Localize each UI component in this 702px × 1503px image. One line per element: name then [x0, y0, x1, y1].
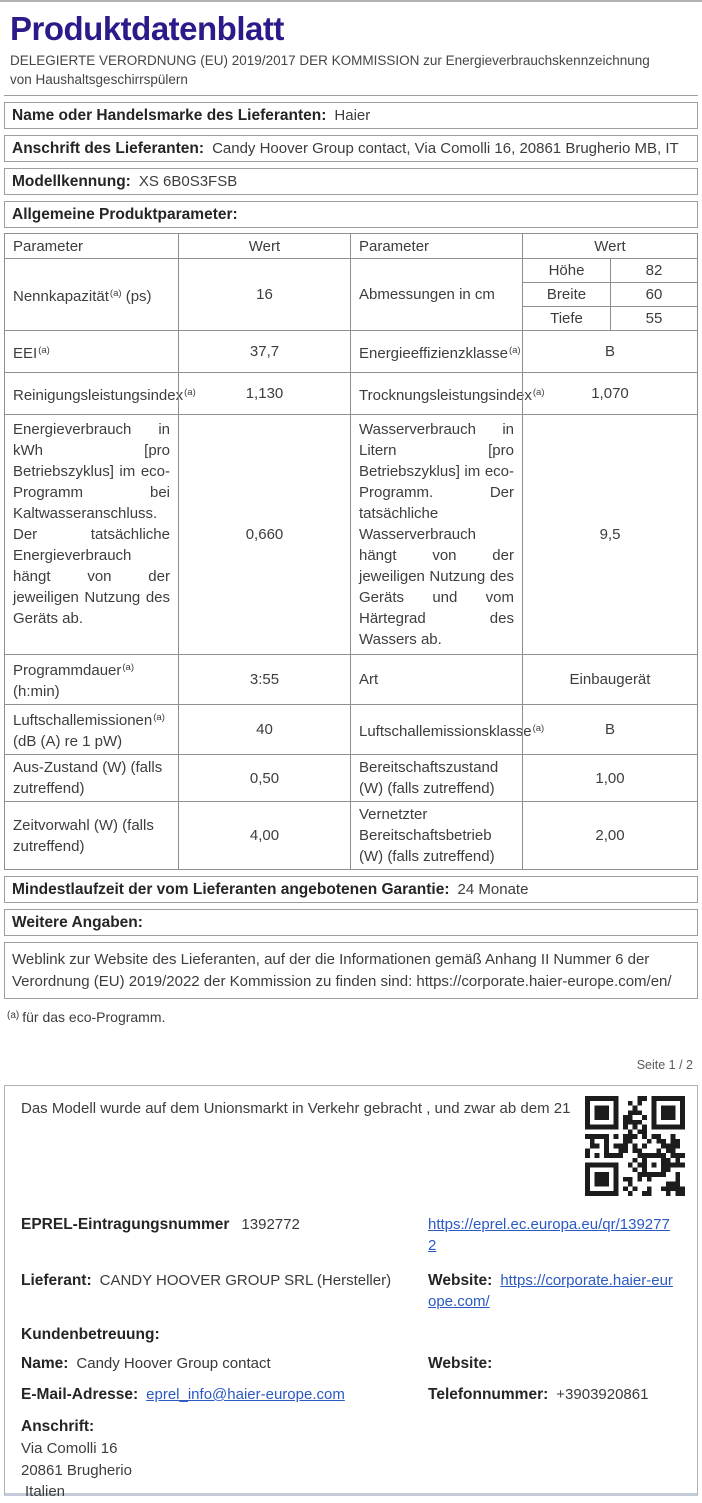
field-value: +3903920861: [556, 1386, 649, 1403]
field-label: Lieferant:: [21, 1272, 92, 1289]
footnote-marker: (a): [7, 1010, 20, 1021]
param-label: Zeitvorwahl (W) (falls zutreffend): [13, 816, 154, 855]
warranty-row: [4, 876, 698, 903]
field-label: Anschrift des Lieferanten:: [12, 139, 205, 157]
footnote-ref: (a): [38, 344, 50, 356]
email-row: [21, 1384, 345, 1405]
additional-info-heading-row: [4, 909, 698, 936]
model-id-row: [4, 168, 698, 195]
table-header-row: [5, 234, 697, 258]
value-text: B: [604, 343, 615, 360]
param-label: Vernetzter Bereitschaftsbetrieb (W) (falls zutreffend): [359, 806, 495, 865]
field-value: 1392772: [241, 1216, 300, 1233]
section-title: Kundenbetreuung:: [21, 1326, 160, 1343]
value-cell: [522, 755, 697, 801]
param-label: Aus-Zustand (W) (falls zutreffend): [13, 759, 163, 797]
value-cell: [178, 755, 350, 801]
dimension-row: [523, 306, 697, 330]
field-value: Candy Hoover Group contact: [76, 1355, 271, 1372]
param-cell: [350, 755, 522, 801]
footnote-ref: (a): [532, 722, 545, 734]
field-value: Candy Hoover Group contact, Via Comolli 16, 20861 Brugherio MB, IT: [212, 140, 679, 157]
eprel-qr-link[interactable]: https://eprel.ec.europa.eu/qr/1392772: [428, 1216, 670, 1254]
dimension-label: Höhe: [548, 262, 585, 279]
address-line: Italien: [25, 1483, 66, 1500]
param-cell: [5, 331, 178, 372]
value-text: 9,5: [599, 526, 621, 543]
field-value: XS 6B0S3FSB: [138, 173, 238, 190]
regulation-subtitle: DELEGIERTE VERORDNUNG (EU) 2019/2017 DER KOMMISSION zur Energieverbrauchskennzeichnung von Haushaltsgeschirrspülern: [10, 53, 650, 87]
value-text: 0,660: [245, 526, 284, 543]
value-text: 0,50: [249, 769, 280, 787]
footnote-ref: (a): [122, 662, 135, 673]
table-row: [5, 372, 697, 414]
value-text: 4,00: [249, 827, 280, 844]
general-parameters-heading-row: [4, 201, 698, 228]
supplier-website-cell: [428, 1270, 673, 1312]
footnote-ref: (a): [508, 344, 521, 356]
section-title: Allgemeine Produktparameter:: [12, 205, 238, 223]
value-text: 1,070: [591, 385, 629, 402]
param-cell: [350, 655, 522, 704]
param-cell: [5, 259, 178, 330]
field-label: Website:: [428, 1272, 493, 1289]
param-cell: [350, 259, 522, 330]
phone-row: [428, 1384, 673, 1405]
field-label: Modellkennung:: [12, 172, 131, 190]
address-line: 20861 Brugherio: [21, 1461, 132, 1479]
product-table: [4, 233, 698, 870]
dimension-row: [523, 282, 697, 306]
param-cell: [5, 755, 178, 801]
table-row: [5, 754, 697, 801]
field-value: 24 Monate: [457, 881, 529, 898]
email-link[interactable]: eprel_info@haier-europe.com: [146, 1386, 345, 1403]
dimension-value: 60: [610, 283, 697, 306]
table-row: [5, 414, 697, 654]
weblink-url: https://corporate.haier-europe.com/en/: [416, 972, 672, 990]
address-block: [21, 1438, 132, 1503]
value-text: 3:55: [249, 671, 280, 688]
value-cell: [522, 655, 697, 704]
eprel-number-row: [21, 1214, 300, 1235]
value-text: 16: [256, 286, 273, 303]
table-row: [5, 258, 697, 330]
value-text: 2,00: [595, 827, 625, 844]
table-row: [5, 330, 697, 372]
supplier-row: [21, 1270, 391, 1291]
footnote: [7, 1009, 698, 1025]
value-cell: [522, 705, 697, 754]
field-label: Telefonnummer:: [428, 1386, 549, 1403]
param-cell: [350, 705, 545, 754]
value-cell: [178, 373, 350, 414]
address-heading: [21, 1416, 102, 1437]
dimension-label: Breite: [546, 286, 587, 303]
param-label: Abmessungen in cm: [359, 286, 495, 303]
address-line: Via Comolli 16: [21, 1440, 118, 1457]
field-label: Website:: [428, 1355, 493, 1372]
supplier-website-link[interactable]: https://corporate.haier-europe.com/: [428, 1272, 673, 1310]
param-label: Luftschallemissionsklasse$^{(a)}$: [359, 722, 545, 740]
param-cell: [5, 373, 196, 414]
value-cell: [178, 802, 350, 869]
market-placement-text: Das Modell wurde auf dem Unionsmarkt in Verkehr gebracht , und zwar ab dem 21: [21, 1100, 571, 1117]
value-text: Einbaugerät: [569, 671, 651, 688]
value-cell: [178, 655, 350, 704]
field-label: Mindestlaufzeit der vom Lieferanten angebotenen Garantie:: [12, 880, 450, 898]
param-cell: [350, 373, 545, 414]
param-label: Wasserverbrauch in Litern [pro Betriebszyklus] im eco-Programm. Der tatsächliche Wasserverbrauch hängt von der jeweiligen Nutzung des Geräts und vom Härtegrad des Wassers ab.: [359, 421, 514, 648]
column-header: Parameter: [350, 234, 522, 259]
param-cell: [350, 802, 522, 869]
contact-website-cell: [428, 1353, 673, 1374]
param-label: Luftschallemissionen$^{(a)}$ (dB (A) re 1 pW): [13, 712, 165, 750]
param-cell: [5, 802, 178, 869]
weblink-text: Weblink zur Website des Lieferanten, auf der die Informationen gemäß Anhang II Nummer 6 der Verordnung (EU) 2019/2022 der Kommission zu finden sind:: [12, 951, 650, 990]
param-cell: [350, 415, 522, 654]
field-label: Name:: [21, 1355, 69, 1372]
value-text: 1,130: [245, 385, 284, 402]
param-label: Programmdauer$^{(a)}$ (h:min): [13, 662, 135, 700]
page-1: [4, 2, 698, 1025]
value-cell: [522, 415, 697, 654]
value-text: 37,7: [249, 343, 280, 360]
param-label: Reinigungsleistungsindex$^{(a)}$: [13, 386, 196, 404]
page-2-panel: [4, 1085, 698, 1500]
footnote-ref: (a): [109, 287, 122, 299]
dimensions-cell: [522, 259, 697, 330]
value-text: 40: [256, 721, 273, 738]
page-indicator: Seite 1 / 2: [636, 1058, 693, 1072]
param-label: EEI$^{(a)}$: [13, 344, 50, 362]
dimension-label: Tiefe: [550, 310, 583, 327]
param-cell: [5, 655, 178, 704]
field-label: Name oder Handelsmarke des Lieferanten:: [12, 106, 327, 124]
table-row: [5, 704, 697, 754]
value-cell: [522, 802, 697, 869]
param-label: Bereitschaftszustand (W) (falls zutreffend): [359, 759, 499, 797]
customer-service-heading: [21, 1324, 168, 1345]
footnote-ref: (a): [153, 712, 165, 723]
qr-code-icon: [576, 1092, 694, 1200]
column-header: Parameter: [13, 238, 84, 255]
document-header: [4, 2, 698, 96]
value-cell: [178, 415, 350, 654]
value-cell: [178, 705, 350, 754]
table-row: [5, 801, 697, 869]
eprel-qr-link-cell: [428, 1214, 673, 1256]
field-label: Anschrift:: [21, 1418, 95, 1435]
column-header: Wert: [522, 234, 697, 259]
param-cell: [5, 705, 178, 754]
param-label: Art: [359, 671, 379, 688]
dimension-row: [523, 259, 697, 282]
dimension-value: 82: [610, 259, 697, 282]
page-title: Produktdatenblatt: [10, 10, 284, 47]
value-text: B: [604, 721, 615, 738]
field-label: EPREL-Eintragungsnummer: [21, 1216, 230, 1233]
table-row: [5, 654, 697, 704]
field-value: CANDY HOOVER GROUP SRL (Hersteller): [99, 1272, 392, 1289]
dimension-value: 55: [610, 307, 697, 330]
supplier-name-row: [4, 102, 698, 129]
value-cell: [178, 259, 350, 330]
param-label: Trocknungsleistungsindex$^{(a)}$: [359, 386, 545, 404]
param-label: Energieeffizienzklasse$^{(a)}$: [359, 344, 521, 362]
param-label: Nennkapazität$^{(a)}$ (ps): [13, 287, 152, 305]
param-cell: [5, 415, 178, 654]
footnote-ref: (a): [184, 386, 196, 398]
param-label: Energieverbrauch in kWh [pro Betriebszyklus] im eco-Programm bei Kaltwasseranschluss. Der tatsächliche Energieverbrauch hängt von der jeweiligen Nutzung des Geräts ab.: [13, 421, 170, 627]
footnote-ref: (a): [532, 386, 545, 398]
value-cell: [178, 331, 350, 372]
value-cell: [522, 331, 697, 372]
value-text: 1,00: [595, 769, 625, 787]
section-title: Weitere Angaben:: [12, 913, 143, 931]
contact-name-row: [21, 1353, 271, 1374]
value-cell: [522, 373, 697, 414]
supplier-address-row: [4, 135, 698, 162]
footnote-text: für das eco-Programm.: [22, 1009, 166, 1025]
weblink-row: [4, 942, 698, 999]
field-value: Haier: [334, 107, 371, 124]
param-cell: [350, 331, 522, 372]
column-header: Wert: [178, 234, 350, 259]
field-label: E-Mail-Adresse:: [21, 1386, 139, 1403]
